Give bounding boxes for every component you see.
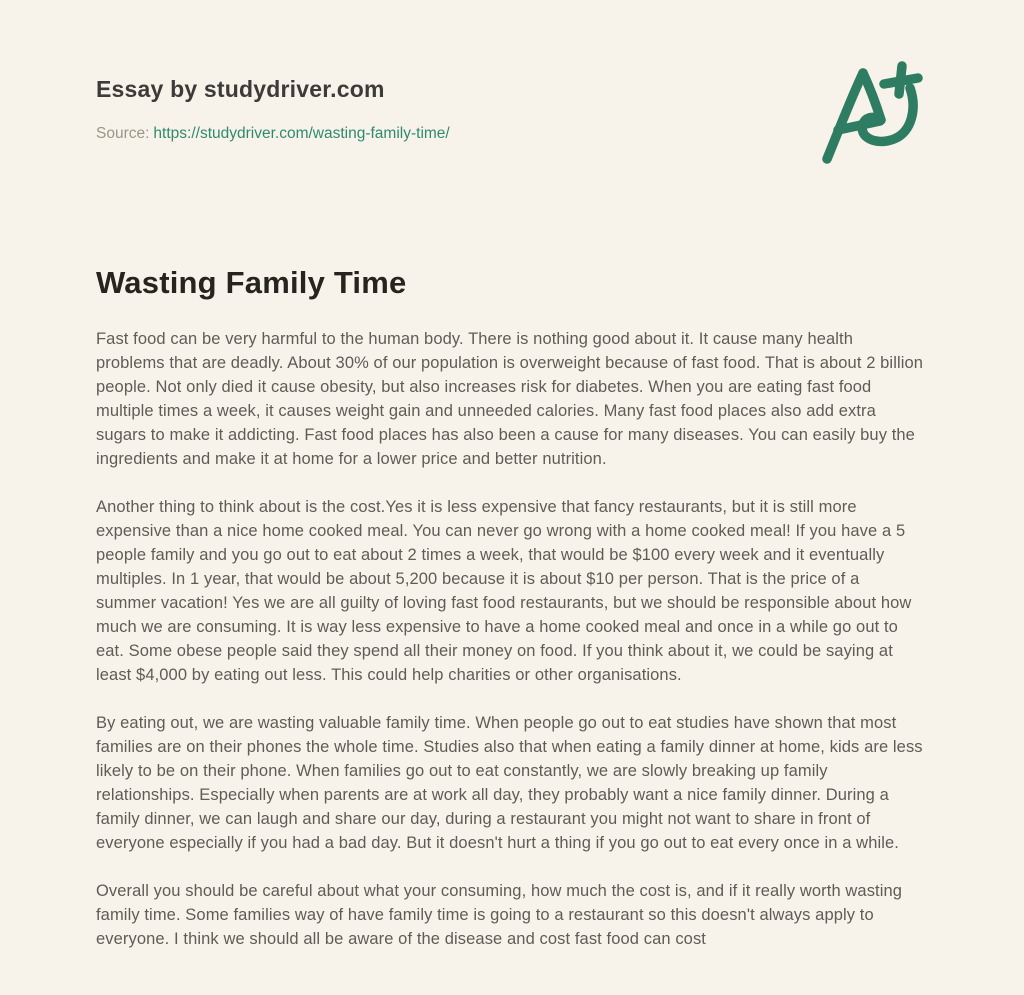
essay-body: [96, 327, 924, 951]
essay-paragraph: By eating out, we are wasting valuable family time. When people go out to eat studies have shown that most families are on their phones the whole time. Studies also that when eating a family dinner at home, kids are less likely to be on their phone. When families go out to eat constantly, we are slowly breaking up family relationships. Especially when parents are at work all day, they probably want a nice family dinner. During a family dinner, we can laugh and share our day, during a restaurant you might not want to share in front of everyone especially if you had a bad day. But it doesn't hurt a thing if you go out to eat every once in a while.: [96, 714, 923, 852]
essay-paragraph: Another thing to think about is the cost.Yes it is less expensive that fancy restaurants, but it is still more expensive than a nice home cooked meal. You can never go wrong with a home cooked meal! If you have a 5 people family and you go out to eat about 2 times a week, that would be $100 every week and it eventually multiples. In 1 year, that would be about 5,200 because it is about $10 per person. That is the price of a summer vacation! Yes we are all guilty of loving fast food restaurants, but we should be responsible about how much we are consuming. It is way less expensive to have a home cooked meal and once in a while go out to eat. Some obese people said they spend all their money on food. If you think about it, we could be saying at least $4,000 by eating out less. This could help charities or other organisations.: [96, 498, 912, 684]
doc-header: [96, 76, 924, 143]
source-line: [96, 125, 924, 143]
source-label: Source:: [96, 125, 150, 142]
a-plus-logo-icon: [818, 58, 928, 170]
essay-paragraph: Fast food can be very harmful to the human body. There is nothing good about it. It cause many health problems that are deadly. About 30% of our population is overweight because of fast food. That is about 2 billion people. Not only died it cause obesity, but also increases risk for diabetes. When you are eating fast food multiple times a week, it causes weight gain and unneeded calories. Many fast food places also add extra sugars to make it addicting. Fast food places has also been a cause for many diseases. You can easily buy the ingredients and make it at home for a lower price and better nutrition.: [96, 330, 924, 468]
source-link[interactable]: https://studydriver.com/wasting-family-time/: [153, 125, 450, 142]
essay-paragraph: Overall you should be careful about what your consuming, how much the cost is, and if it really worth wasting family time. Some families way of have family time is going to a restaurant so this doesn't always apply to everyone. I think we should all be aware of the disease and cost fast food can cost: [96, 882, 903, 948]
essay-title: Wasting Family Time: [96, 265, 407, 300]
doc-header-title: Essay by studydriver.com: [96, 76, 385, 102]
